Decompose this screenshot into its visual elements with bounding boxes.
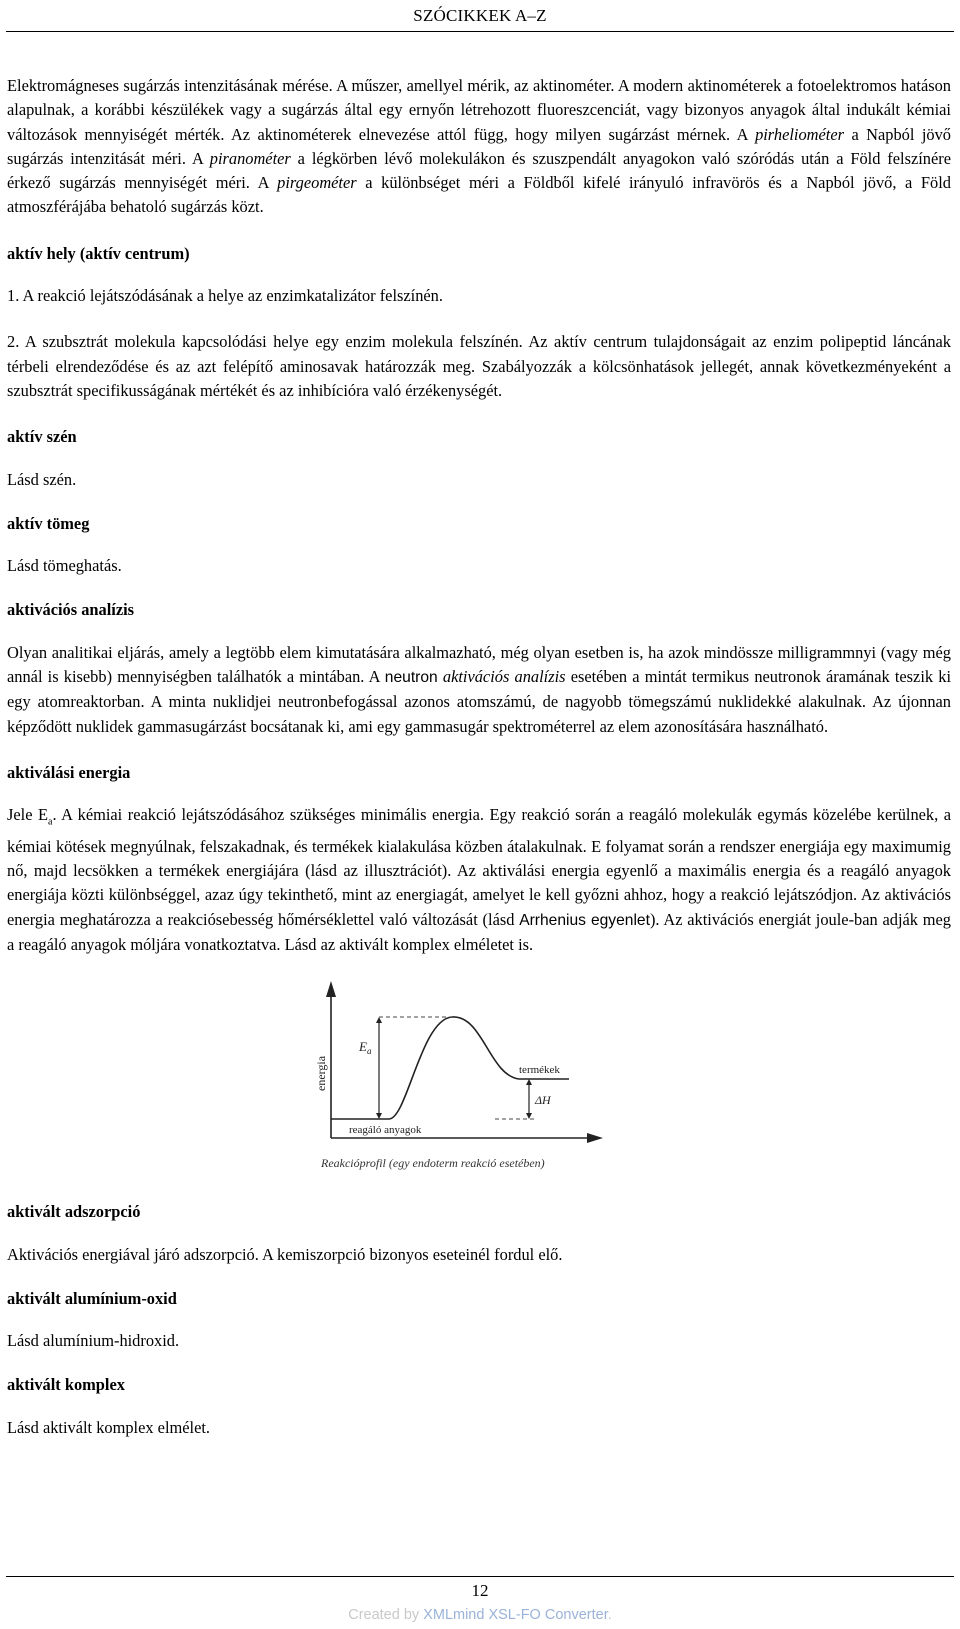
- page-content: [7, 74, 951, 1460]
- dh-arrow-head-up: [526, 1079, 532, 1085]
- definition-aktivalt-aluminium-oxid: Lásd alumínium-hidroxid.: [7, 1331, 180, 1351]
- cross-reference: neutron: [384, 669, 438, 687]
- subscript: a: [48, 816, 53, 828]
- term-aktivalt-adszorpcio: aktivált adszorpció: [7, 1202, 141, 1222]
- reactants-label: reagáló anyagok: [349, 1124, 422, 1137]
- term-aktivalt-aluminium-oxid: aktivált alumínium-oxid: [7, 1288, 177, 1308]
- definition-aktivalt-adszorpcio: Aktivációs energiával járó adszorpció. A kemiszorpció bizonyos eseteinél fordul elő.: [7, 1244, 563, 1264]
- dh-label: ΔH: [535, 1093, 551, 1108]
- term-aktivalt-komplex: aktivált komplex: [7, 1375, 125, 1395]
- term-aktiv-hely: aktív hely (aktív centrum): [7, 243, 190, 263]
- credit-brand: XMLmind XSL-FO Converter: [423, 1607, 608, 1623]
- term-aktivacios-analizis: aktivációs analízis: [7, 600, 135, 620]
- definition-aktivacios-analizis: Olyan analitikai eljárás, amely a legtöbb elem kimutatására alkalmazható, még olyan esetben is, ha azok mindössze milligrammnyi (vagy még annál is kisebb) mennyiségben találhatók a mintában. A neutron aktivációs analízis esetében a mintát termikus neutronok áramának teszik ki egy atomreaktorban. A minta nuklidjei neutronbefogással azonos atomszámú, de nagyobb tömegszámú nuklidekké alakulnak. Az újonnan képződött nuklidek gammasugárzást bocsátanak ki, ami egy gammasugár spektrométerrel az elem azonosítására használható.: [7, 642, 951, 736]
- products-label: termékek: [519, 1064, 560, 1077]
- definition-aktivalasi-energia: Jele $E_a$. A kémiai reakció lejátszódásához szükséges minimális energia. Egy reakció során a reagáló molekulák egymás közelébe kerülnek, a kémiai kötések megnyúlnak, felszakadnak, és termékek kialakulása közben átalakulnak. E folyamat során a rendszer energiája egy maximumig nő, majd lecsökken a termékek energiájára (lásd az illusztrációt). Az aktiválási energia egyenlő a maximális energia és a reagáló anyagok energiája közti különbséggel, azaz úgy tekinthető, mint az energiagát, amelyet le kell győzni ahhoz, hogy a reakció lejátszódjon. Az aktivációs energia meghatározza a reakciósebesség hőmérséklettel való változását (lásd Arrhenius egyenlet). Az aktivációs energiát joule-ban adják meg a reagáló anyagok móljára vonatkoztatva. Lásd az aktivált komplex elméletet is.: [7, 805, 952, 954]
- definition-aktiv-tomeg: Lásd tömeghatás.: [7, 556, 122, 576]
- italic-term: pirgeométer: [277, 173, 357, 193]
- definition-aktiv-hely-2: 2. A szubsztrát molekula kapcsolódási helye egy enzim molekula felszínén. Az aktív centrum tulajdonságait az enzim polipeptid láncának térbeli elrendeződése és az azt felépítő aminosavak határozzák meg. Szabályozzák a kölcsönhatások jellegét, annak következményeként a szubsztrát specifikusságának mértékét és az inhibícióra való érzékenységét.: [7, 332, 951, 400]
- energy-curve: [389, 1017, 519, 1119]
- definition-aktiv-szen: Lásd szén.: [7, 469, 77, 489]
- running-header: SZÓCIKKEK A–Z: [413, 6, 547, 25]
- definition-aktivalt-komplex: Lásd aktivált komplex elmélet.: [7, 1417, 211, 1437]
- italic-term: aktivációs analízis: [442, 667, 566, 687]
- italic-term: pirheliométer: [755, 124, 844, 144]
- term-aktivalasi-energia: aktiválási energia: [7, 762, 131, 782]
- italic-term: piranométer: [209, 148, 291, 168]
- term-aktiv-szen: aktív szén: [7, 427, 77, 447]
- cross-reference: Arrhenius egyenlet: [519, 911, 650, 929]
- paragraph-aktinometria: Elektromágneses sugárzás intenzitásának mérése. A műszer, amellyel mérik, az aktinométer. A modern aktinométerek a fotoelektromos hatáson alapulnak, a korábbi készülékek vagy a sugárzás által egy ernyőn létrehozott fluoreszcenciát, vagy bizonyos anyagok által indukált kémiai változások mennyiségét mérték. Az aktinométerek elnevezése attól függ, hogy milyen sugárzást mérnek. A pirheliométer a Napból jövő sugárzás intenzitását méri. A piranométer a légkörben lévő molekulákon és szuszpendált anyagokon való szóródás után a Föld felszínére érkező sugárzás mennyiségét méri. A pirgeométer a különbséget méri a Földből kifelé irányuló infravörös és a Napból jövő, a Föld atmoszférájába behatoló sugárzás közt.: [7, 76, 951, 217]
- reaction-profile-figure: [7, 973, 951, 1178]
- header-rule: [6, 31, 954, 32]
- footer-rule: [6, 1576, 954, 1577]
- ea-label: $E_a$: [359, 1039, 372, 1057]
- dh-arrow-head-down: [526, 1113, 532, 1119]
- definition-aktiv-hely-1: 1. A reakció lejátszódásának a helye az enzimkatalizátor felszínén.: [7, 286, 443, 306]
- x-axis-arrow: [587, 1133, 603, 1143]
- ea-arrow-head-up: [376, 1017, 382, 1023]
- credit-prefix: Created by: [348, 1607, 424, 1623]
- y-axis-label: energia: [314, 1056, 328, 1092]
- credit-suffix: .: [607, 1607, 612, 1623]
- term-aktiv-tomeg: aktív tömeg: [7, 513, 90, 533]
- reaction-profile-diagram: [307, 973, 647, 1173]
- converter-credit: [0, 1607, 960, 1623]
- y-axis-arrow: [326, 981, 336, 997]
- figure-caption: Reakcióprofil (egy endoterm reakció esetében): [321, 1156, 545, 1171]
- ea-arrow-head-down: [376, 1113, 382, 1119]
- page-number: 12: [471, 1581, 489, 1600]
